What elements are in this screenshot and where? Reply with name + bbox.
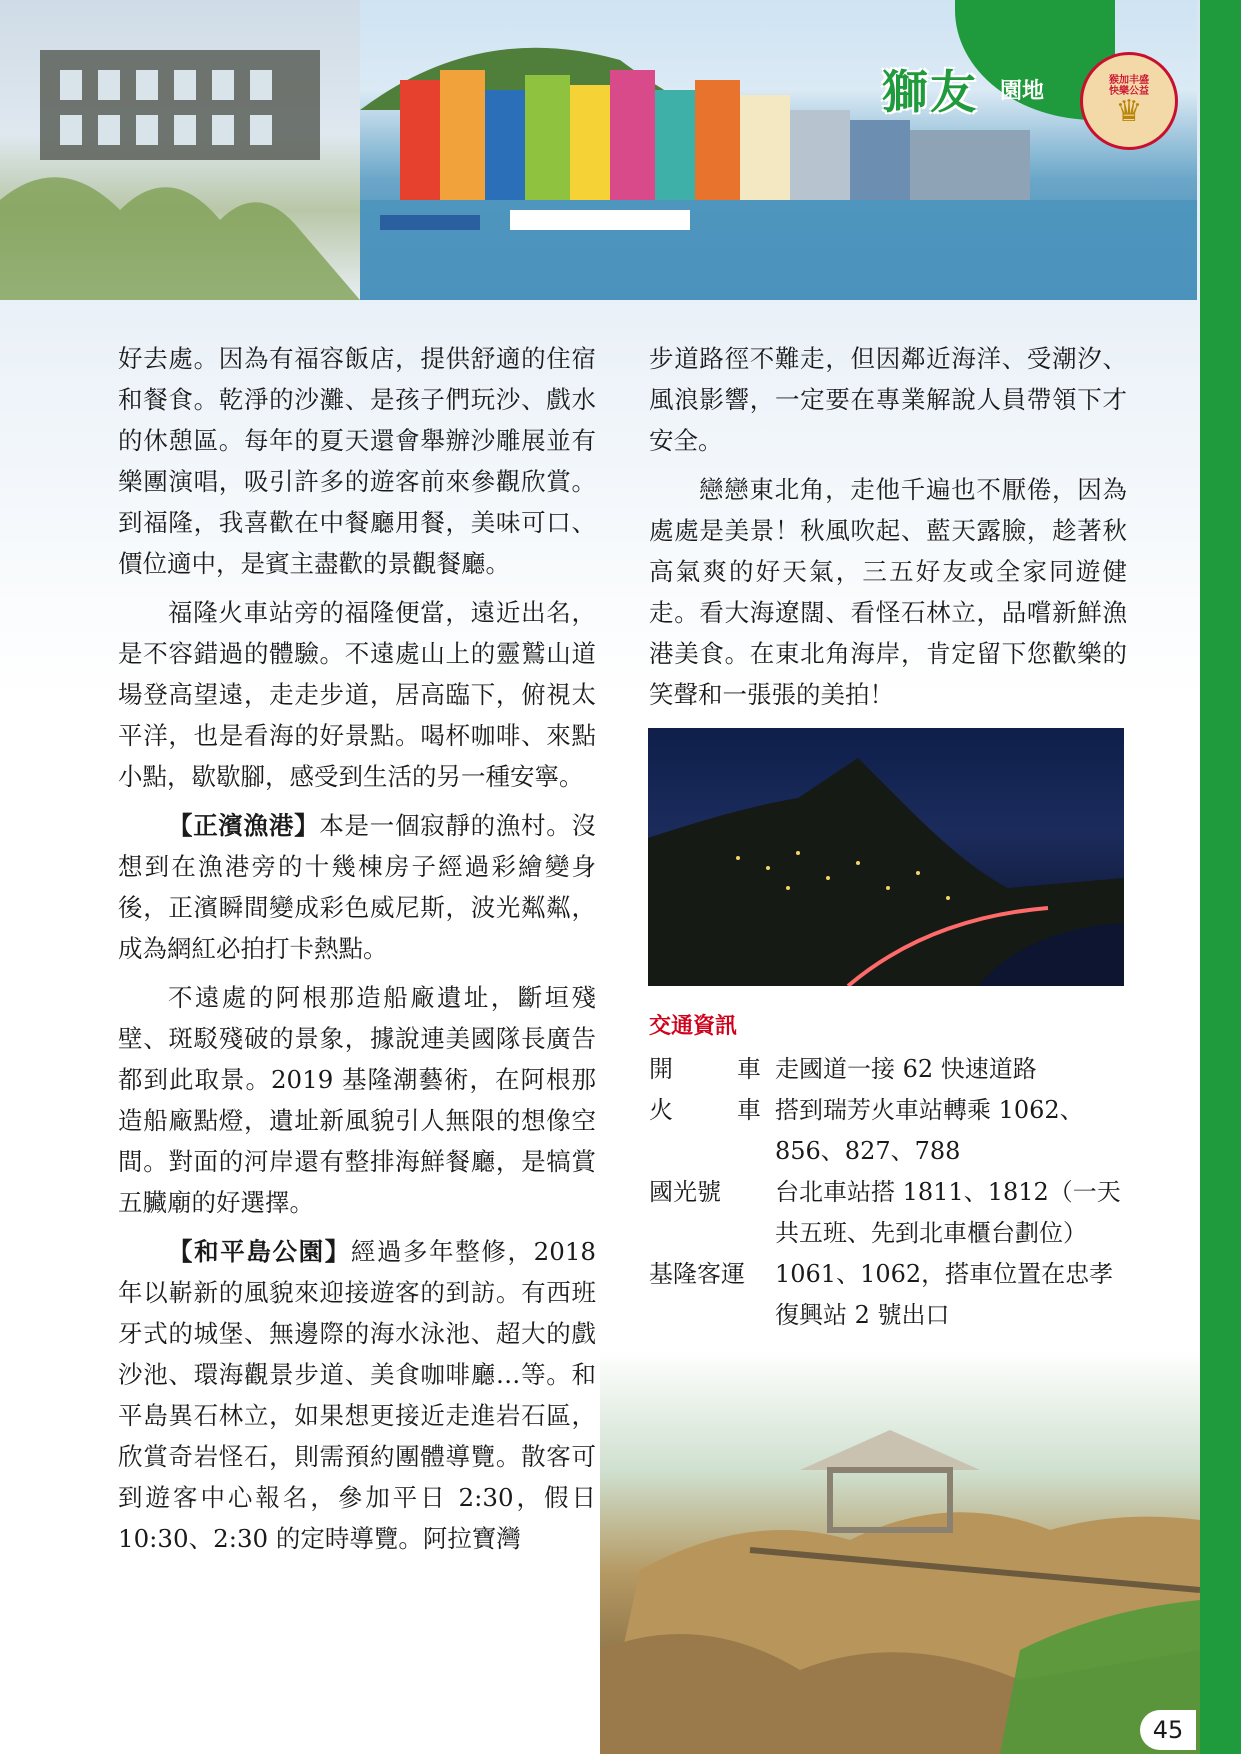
section-subtitle: 園地	[1000, 79, 1045, 104]
traffic-row-kuokuang	[649, 1172, 1127, 1254]
paragraph: 不遠處的阿根那造船廠遺址，斷垣殘壁、斑駁殘破的景象，據說連美國隊長廣告都到此取景。2019 基隆潮藝術，在阿根那造船廠點燈，遺址新風貌引人無限的想像空間。對面的河岸還有整排海鮮餐廳，是犒賞五臟廟的好選擇。	[118, 983, 596, 1217]
heping-text: 經過多年整修，2018 年以嶄新的風貌來迎接遊客的到訪。有西班牙式的城堡、無邊際的海水泳池、超大的戲沙池、環海觀景步道、美食咖啡廳…等。和平島異石林立，如果想更接近走進岩石區，欣賞奇岩怪石，則需預約團體導覽。散客可到遊客中心報名，參加平日 2:30，假日 10:30、2:30 的定時導覽。阿拉寶灣	[118, 1237, 596, 1553]
section-title: 獅友	[882, 65, 978, 119]
heping-island-rocks-photo	[600, 1350, 1200, 1754]
traffic-value: 走國道一接 62 快速道路	[775, 1055, 1037, 1083]
label-char: 車	[737, 1055, 761, 1083]
traffic-row-keelung-bus	[649, 1254, 1127, 1336]
zhengbin-heading: 【正濱漁港】	[168, 811, 320, 840]
traffic-label	[649, 1049, 775, 1090]
paragraph: 步道路徑不難走，但因鄰近海洋、受潮汐、風浪影響，一定要在專業解說人員帶領下才安全。	[649, 344, 1127, 455]
traffic-title: 交通資訊	[649, 1014, 738, 1039]
traffic-label	[649, 1090, 775, 1172]
zhengbin-text: 本是一個寂靜的漁村。沒想到在漁港旁的十幾棟房子經過彩繪變身後，正濱瞬間變成彩色威尼斯，波光粼粼，成為網紅必拍打卡熱點。	[118, 811, 596, 963]
traffic-label: 國光號	[649, 1178, 721, 1206]
lion-icon: ♛	[1115, 94, 1143, 129]
night-mountain-photo	[648, 728, 1124, 986]
traffic-value: 台北車站搭 1811、1812（一天共五班、先到北車櫃台劃位）	[775, 1178, 1121, 1247]
traffic-value: 1061、1062，搭車位置在忠孝復興站 2 號出口	[775, 1260, 1114, 1329]
right-green-edge	[1200, 0, 1241, 1754]
paragraph: 好去處。因為有福容飯店，提供舒適的住宿和餐食。乾淨的沙灘、是孩子們玩沙、戲水的休憩區。每年的夏天還會舉辦沙雕展並有樂團演唱，吸引許多的遊客前來參觀欣賞。到福隆，我喜歡在中餐廳用餐，美味可口、價位適中，是賓主盡歡的景觀餐廳。	[118, 344, 596, 578]
right-text-column	[649, 338, 1127, 715]
lions-emblem	[1080, 52, 1178, 150]
heping-heading: 【和平島公園】	[168, 1237, 351, 1266]
paragraph-heping	[118, 1231, 596, 1559]
emblem-text: 猴加丰盛 快樂公益	[1109, 75, 1149, 97]
traffic-row-train	[649, 1090, 1127, 1172]
label-char: 火	[649, 1096, 673, 1124]
label-char: 開	[649, 1055, 673, 1083]
label-char: 車	[737, 1096, 761, 1124]
page-number: 45	[1140, 1710, 1196, 1750]
traffic-label: 基隆客運	[649, 1260, 745, 1288]
paragraph: 戀戀東北角，走他千遍也不厭倦，因為處處是美景！秋風吹起、藍天露臉，趁著秋高氣爽的好天氣，三五好友或全家同遊健走。看大海遼闊、看怪石林立，品嚐新鮮漁港美食。在東北角海岸，肯定留下您歡樂的笑聲和一張張的美拍！	[649, 475, 1127, 709]
left-text-column	[118, 338, 596, 1559]
paragraph-zhengbin	[118, 805, 596, 969]
shipyard-ruins-photo	[0, 0, 360, 300]
paragraph: 福隆火車站旁的福隆便當，遠近出名，是不容錯過的體驗。不遠處山上的靈鷲山道場登高望遠，走走步道，居高臨下，俯視太平洋，也是看海的好景點。喝杯咖啡、來點小點，歇歇腳，感受到生活的另一種安寧。	[118, 598, 596, 791]
traffic-value: 搭到瑞芳火車站轉乘 1062、856、827、788	[775, 1096, 1084, 1165]
traffic-row-car	[649, 1049, 1127, 1090]
traffic-info	[649, 1006, 1127, 1336]
